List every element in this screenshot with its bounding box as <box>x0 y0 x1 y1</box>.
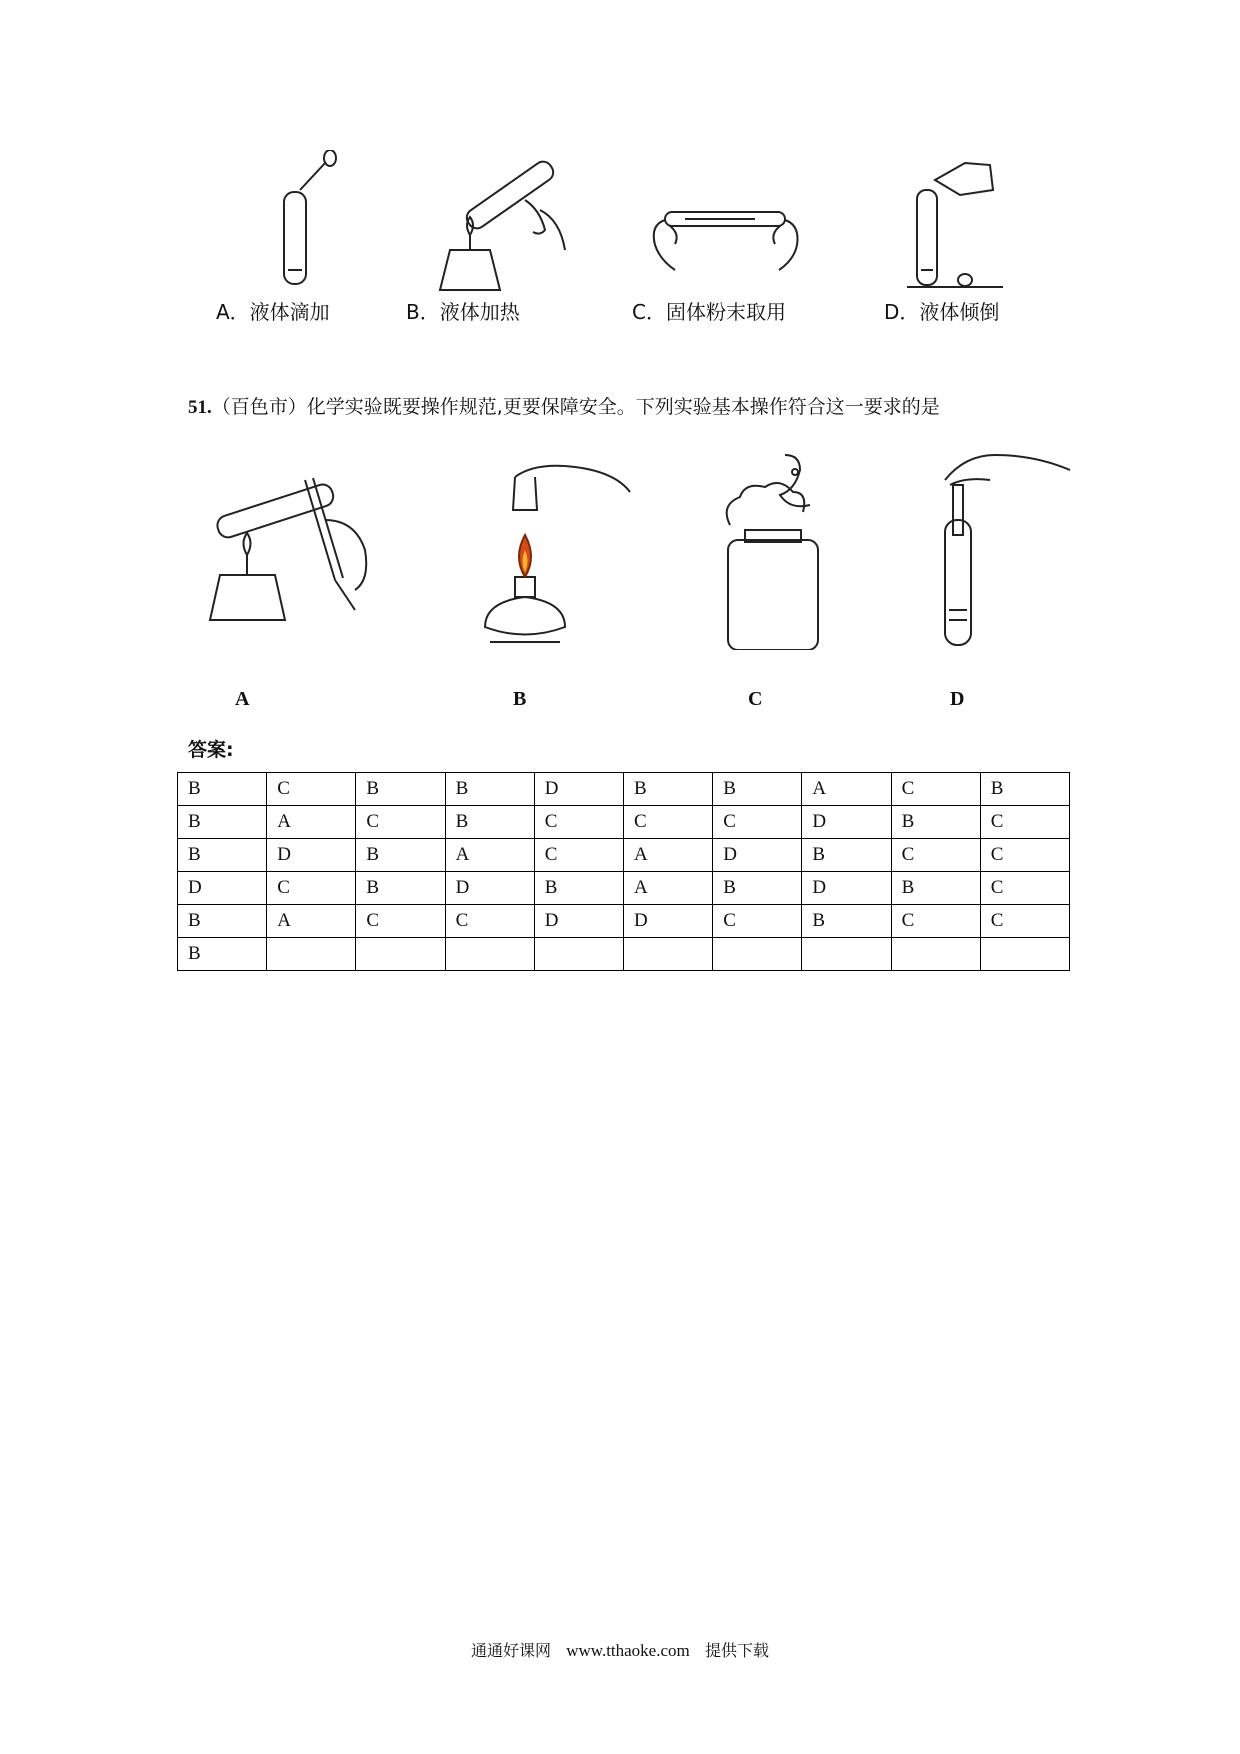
answer-cell: C <box>534 806 623 839</box>
answer-cell: C <box>891 773 980 806</box>
figure-liquid-pouring <box>905 155 1005 290</box>
answer-cell: B <box>980 773 1069 806</box>
answer-cell: C <box>356 905 445 938</box>
footer-suffix: 提供下载 <box>705 1641 770 1660</box>
answer-cell <box>624 938 713 971</box>
answer-cell: D <box>267 839 356 872</box>
answer-cell <box>802 938 891 971</box>
q51-option-c: C <box>748 688 763 710</box>
answer-cell <box>445 938 534 971</box>
answer-cell: D <box>802 806 891 839</box>
answer-cell: D <box>624 905 713 938</box>
answer-cell: C <box>713 905 802 938</box>
figure-q51-a-test-tube-heating <box>205 460 385 625</box>
answer-cell: C <box>356 806 445 839</box>
answer-cell: C <box>624 806 713 839</box>
answer-cell: A <box>624 839 713 872</box>
answer-cell: D <box>534 773 623 806</box>
answer-cell <box>980 938 1069 971</box>
answer-cell: B <box>178 839 267 872</box>
option-c-caption: C．固体粉末取用 <box>632 300 786 324</box>
answer-cell: A <box>802 773 891 806</box>
answer-cell: B <box>445 773 534 806</box>
table-row <box>178 839 1070 872</box>
answer-cell: B <box>178 938 267 971</box>
answer-cell: B <box>802 905 891 938</box>
answer-cell: A <box>267 905 356 938</box>
footer-url[interactable]: www.tthaoke.com <box>566 1641 690 1660</box>
answer-cell: B <box>891 872 980 905</box>
answer-cell <box>891 938 980 971</box>
answer-cell: B <box>802 839 891 872</box>
answers-title: 答案: <box>188 739 234 761</box>
answer-cell: A <box>267 806 356 839</box>
answer-cell: B <box>356 872 445 905</box>
answer-cell: C <box>891 905 980 938</box>
answer-cell: D <box>713 839 802 872</box>
answer-cell: B <box>713 872 802 905</box>
q51-option-d: D <box>950 688 965 710</box>
table-row <box>178 872 1070 905</box>
answer-cell: B <box>356 773 445 806</box>
answer-cell: C <box>980 806 1069 839</box>
table-row <box>178 806 1070 839</box>
answer-cell: B <box>713 773 802 806</box>
footer-site: 通通好课网 <box>470 1641 551 1660</box>
answer-cell: C <box>713 806 802 839</box>
question-number: 51. <box>188 397 212 418</box>
answer-cell: D <box>178 872 267 905</box>
table-row <box>178 905 1070 938</box>
question-text: （百色市）化学实验既要操作规范,更要保障安全。下列实验基本操作符合这一要求的是 <box>211 396 940 418</box>
answer-cell: C <box>980 905 1069 938</box>
figure-q51-d-dropper <box>925 445 1075 650</box>
answer-cell: A <box>445 839 534 872</box>
figure-q51-b-alcohol-lamp <box>475 452 635 652</box>
answer-cell: D <box>802 872 891 905</box>
page-footer <box>0 1638 1240 1661</box>
option-d-caption: D．液体倾倒 <box>884 300 1000 324</box>
answer-cell: B <box>534 872 623 905</box>
answer-cell <box>713 938 802 971</box>
table-row <box>178 938 1070 971</box>
figure-liquid-dropping <box>270 150 350 290</box>
answer-cell <box>356 938 445 971</box>
figure-q51-c-smelling-gas <box>710 450 850 650</box>
answer-cell <box>267 938 356 971</box>
answer-cell: C <box>445 905 534 938</box>
answers-table <box>177 772 1070 971</box>
option-b-caption: B．液体加热 <box>406 300 520 324</box>
figure-solid-powder <box>645 200 805 280</box>
answer-cell: B <box>178 773 267 806</box>
q51-option-b: B <box>513 688 527 710</box>
answer-cell: C <box>534 839 623 872</box>
answer-cell: C <box>891 839 980 872</box>
answer-cell: C <box>267 773 356 806</box>
answer-cell: C <box>980 839 1069 872</box>
answer-cell: A <box>624 872 713 905</box>
answer-cell <box>534 938 623 971</box>
answer-cell: C <box>980 872 1069 905</box>
answer-cell: B <box>891 806 980 839</box>
table-row <box>178 773 1070 806</box>
answer-cell: B <box>445 806 534 839</box>
answer-cell: D <box>445 872 534 905</box>
answer-cell: B <box>624 773 713 806</box>
option-a-caption: A．液体滴加 <box>216 300 330 324</box>
answer-cell: C <box>267 872 356 905</box>
q51-option-a: A <box>235 688 250 710</box>
answer-cell: B <box>356 839 445 872</box>
answer-cell: B <box>178 905 267 938</box>
answer-cell: D <box>534 905 623 938</box>
figure-liquid-heating <box>430 155 570 295</box>
answer-cell: B <box>178 806 267 839</box>
question-51 <box>188 392 940 419</box>
